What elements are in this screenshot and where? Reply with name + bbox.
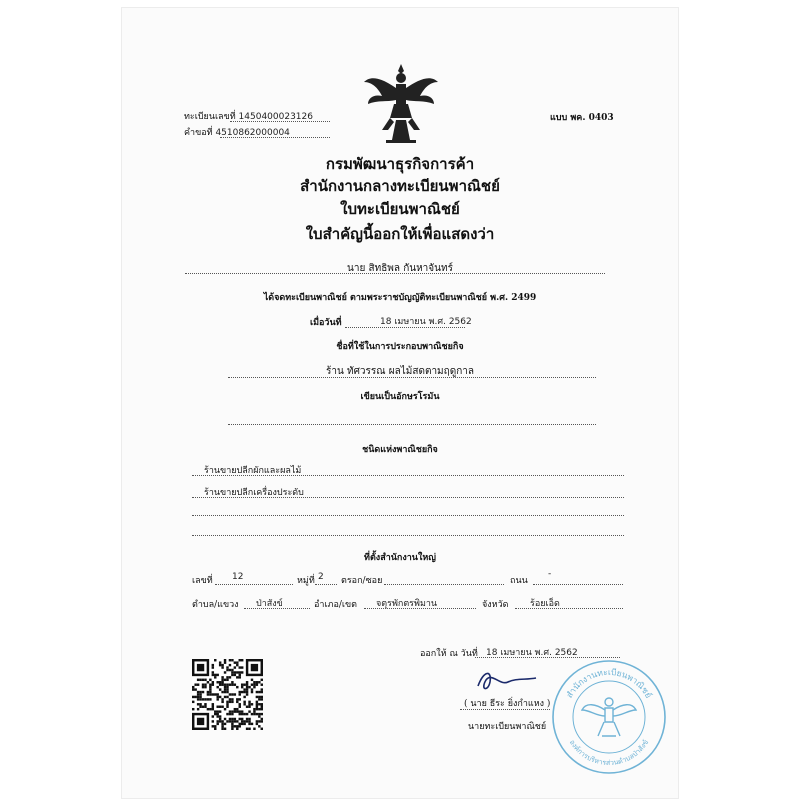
business-type-1: ร้านขายปลีกผักและผลไม้ <box>204 466 302 476</box>
roman-name-label: เขียนเป็นอักษรโรมัน <box>360 392 440 402</box>
title-statement: ใบสำคัญนี้ออกให้เพื่อแสดงว่า <box>305 225 495 243</box>
issue-date-value: 18 เมษายน พ.ศ. 2562 <box>486 648 578 658</box>
business-name-label: ชื่อที่ใช้ในการประกอบพาณิชยกิจ <box>336 342 464 352</box>
road-value: - <box>548 569 552 579</box>
official-stamp-icon <box>550 658 668 776</box>
issue-date-label: ออกให้ ณ วันที่ <box>420 649 478 659</box>
moo-value: 2 <box>318 572 324 582</box>
registration-date-label: เมื่อวันที่ <box>310 318 342 328</box>
garuda-emblem-icon <box>360 60 442 146</box>
reg-no-value: 1450400023126 <box>238 112 313 122</box>
title-department: กรมพัฒนาธุรกิจการค้า <box>325 155 475 173</box>
svg-text:สำนักงานทะเบียนพาณิชย์ <box>565 667 654 700</box>
registration-act-text: ได้จดทะเบียนพาณิชย์ ตามพระราชบัญญัติทะเบียนพาณิชย์ พ.ศ. 2499 <box>263 293 537 303</box>
registrant-name: นาย สิทธิพล กันหาจันทร์ <box>347 263 453 274</box>
province-value: ร้อยเอ็ด <box>530 599 560 609</box>
request-no-value: 4510862000004 <box>215 128 290 138</box>
business-type-label: ชนิดแห่งพาณิชยกิจ <box>362 445 438 455</box>
moo-label: หมู่ที่ <box>297 576 315 586</box>
signatory-title: นายทะเบียนพาณิชย์ <box>468 722 547 732</box>
reg-no-label: ทะเบียนเลขที่ <box>184 112 236 122</box>
soi-label: ตรอก/ซอย <box>341 576 383 586</box>
signature-icon <box>470 664 540 698</box>
province-label: จังหวัด <box>482 600 509 610</box>
title-certificate: ใบทะเบียนพาณิชย์ <box>340 200 460 218</box>
office-label: ที่ตั้งสำนักงานใหญ่ <box>364 553 436 563</box>
form-code: แบบ พค. 0403 <box>550 113 614 123</box>
house-no-label: เลขที่ <box>192 576 213 586</box>
signatory-name: ( นาย ธีระ ยิ่งกำแหง ) <box>464 699 551 709</box>
request-no-label: คำขอที่ <box>184 128 213 138</box>
tambon-value: ป่าสังข์ <box>256 599 283 609</box>
qr-code-icon <box>192 659 263 730</box>
title-office: สำนักงานกลางทะเบียนพาณิชย์ <box>300 177 500 195</box>
stamp-bottom-text: องค์การบริหารส่วนตำบลป่าสังข์ <box>567 738 651 768</box>
tambon-label: ตำบล/แขวง <box>192 600 239 610</box>
business-name: ร้าน ทัศวรรณ ผลไม้สดตามฤดูกาล <box>325 366 474 377</box>
house-no-value: 12 <box>232 572 244 582</box>
stamp-top-text: สำนักงานทะเบียนพาณิชย์ <box>565 667 654 701</box>
amphoe-label: อำเภอ/เขต <box>314 600 357 610</box>
registration-date-value: 18 เมษายน พ.ศ. 2562 <box>380 317 472 327</box>
road-label: ถนน <box>510 576 528 586</box>
amphoe-value: จตุรพักตรพิมาน <box>376 599 438 609</box>
business-type-2: ร้านขายปลีกเครื่องประดับ <box>204 488 304 498</box>
